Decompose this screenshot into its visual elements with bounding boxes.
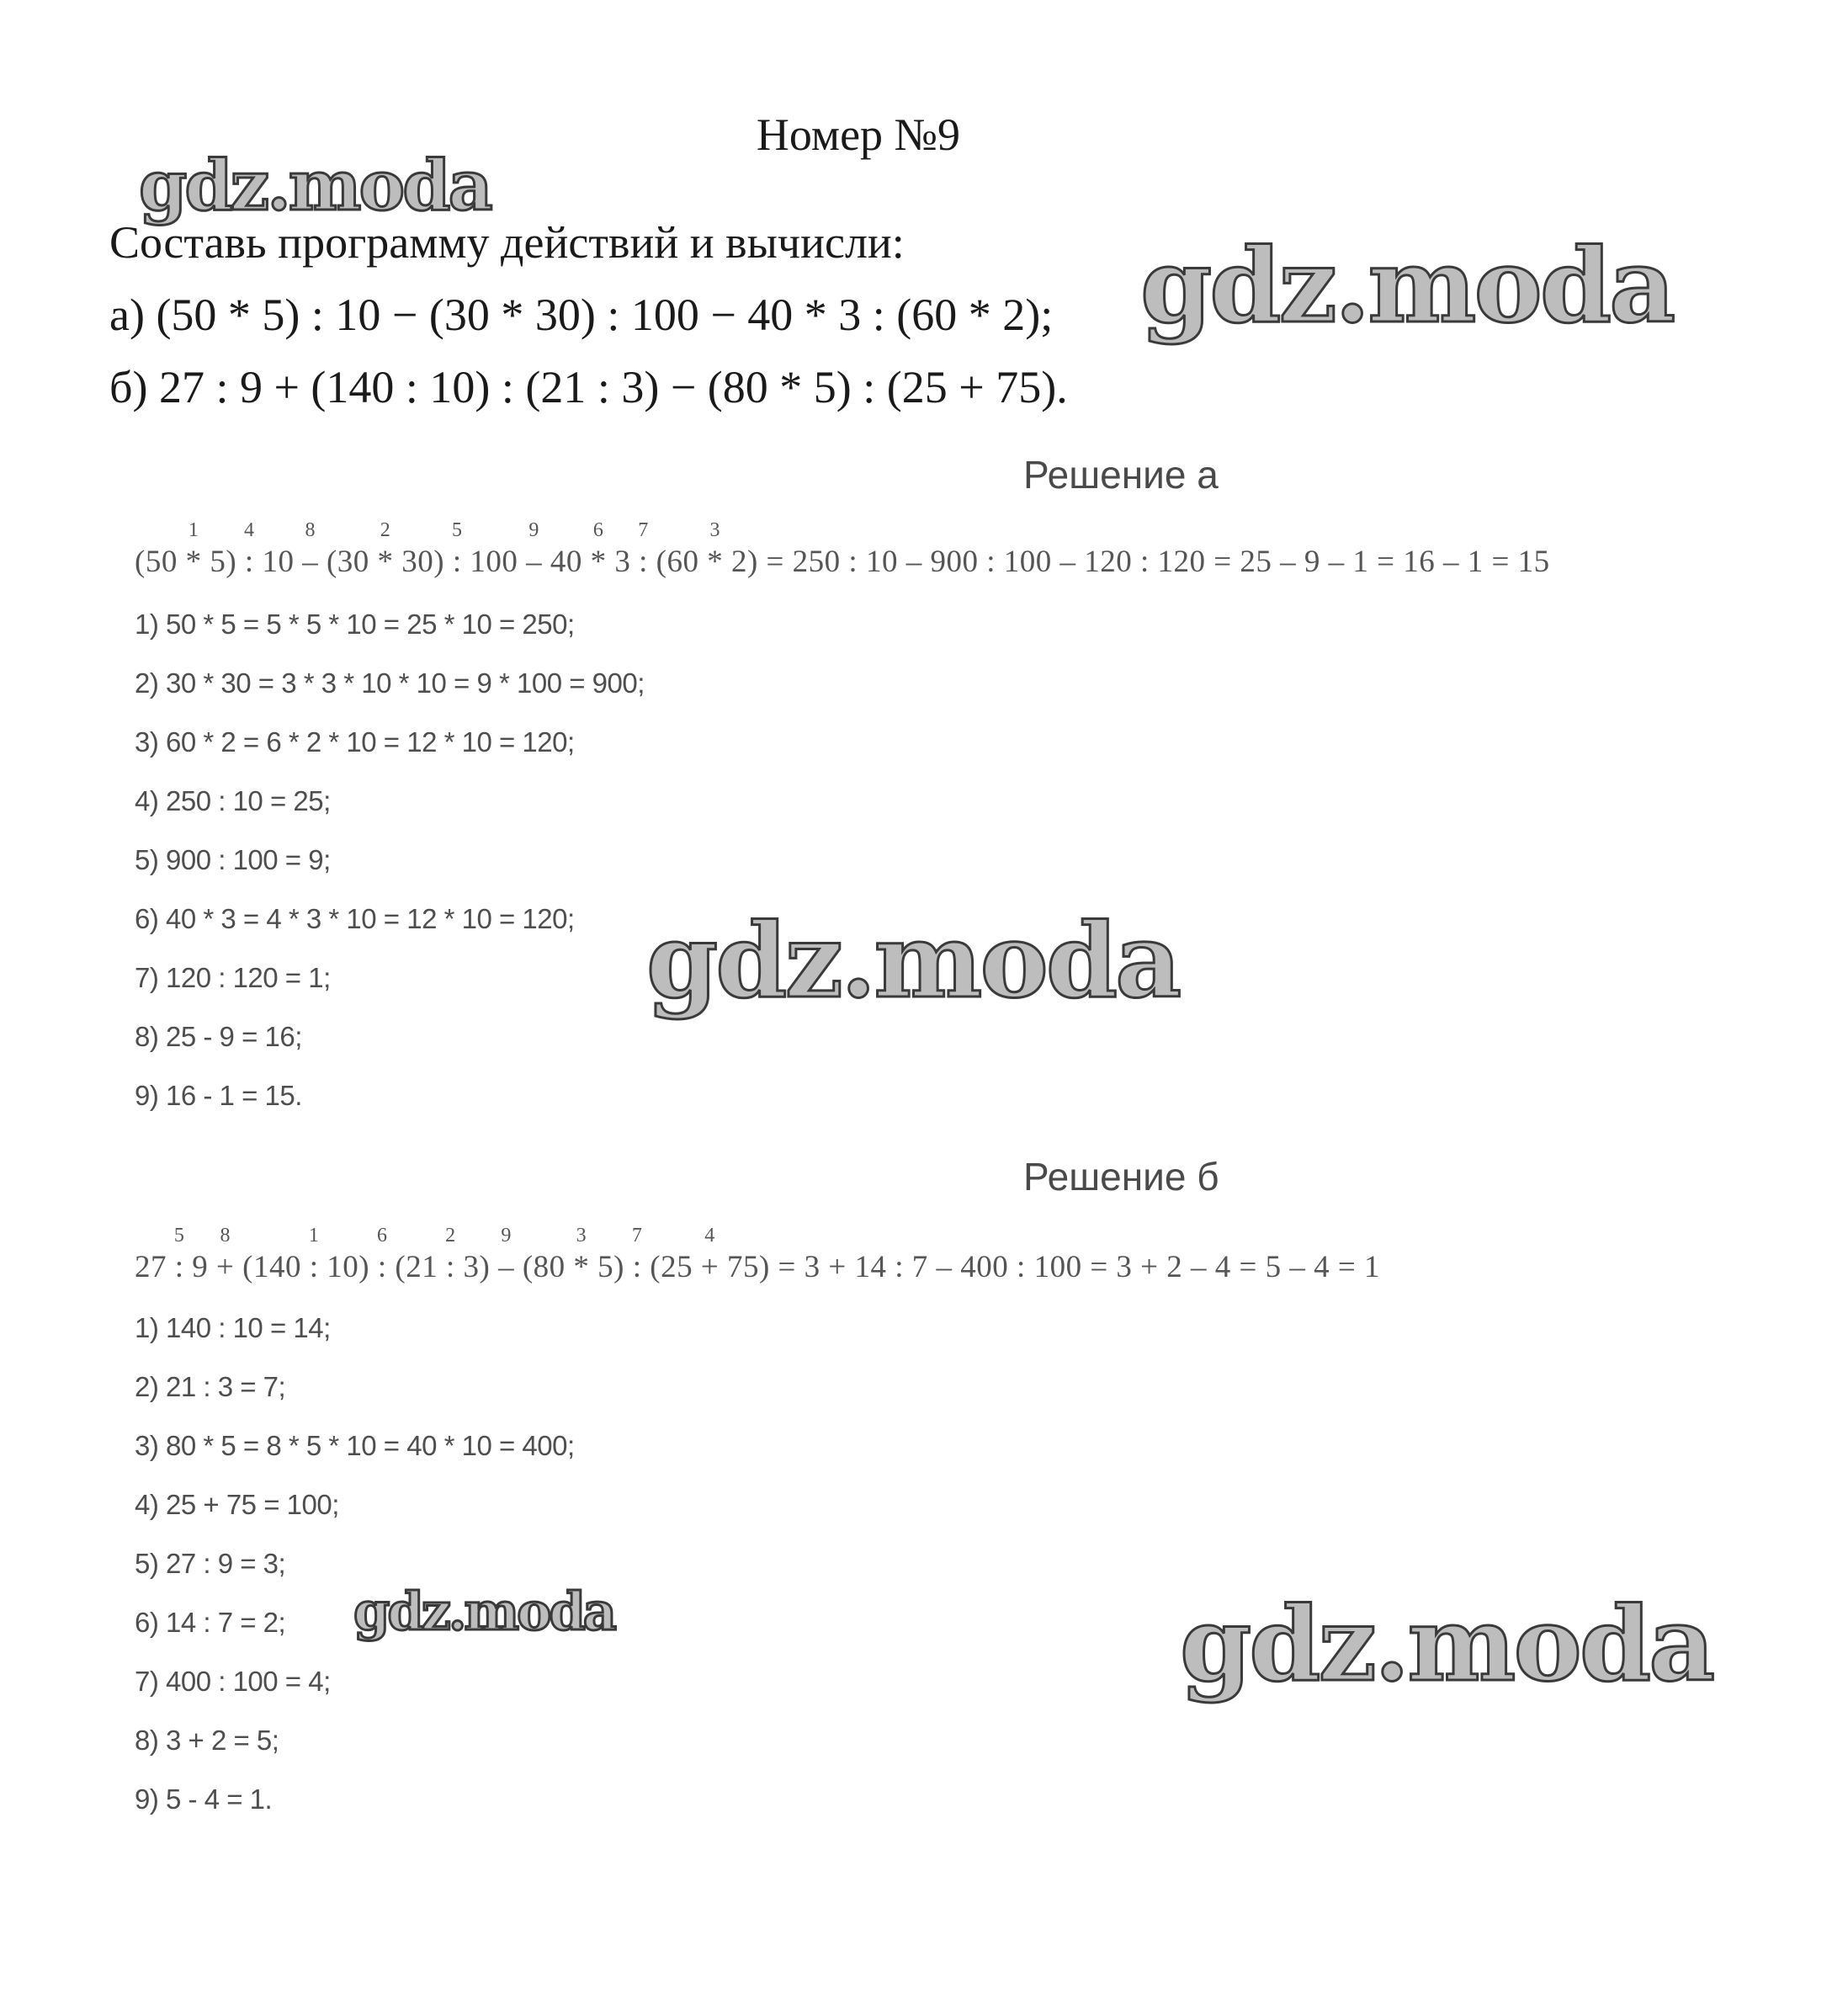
solution-b-step: 6) 14 : 7 = 2; bbox=[135, 1607, 286, 1638]
expression-token: 10 bbox=[253, 545, 303, 579]
operation-order-number: 8 bbox=[305, 519, 316, 541]
solution-a-step: 4) 250 : 10 = 25; bbox=[135, 785, 331, 816]
solution-b-step: 3) 80 * 5 = 8 * 5 * 10 = 40 * 10 = 400; bbox=[135, 1430, 575, 1461]
operator-token: : 5 bbox=[173, 1225, 185, 1284]
operation-order-number: 8 bbox=[220, 1225, 231, 1247]
solution-a-heading: Решение а bbox=[1023, 453, 1219, 497]
expression-token: (25 bbox=[641, 1250, 701, 1284]
page-title: Номер №9 bbox=[756, 109, 961, 160]
operation-order-number: 7 bbox=[631, 1225, 643, 1247]
expression-token: 5) bbox=[201, 545, 245, 579]
operator-token: * 2 bbox=[377, 519, 394, 579]
watermark: gdz.moda bbox=[1180, 1583, 1713, 1704]
operator-token: : 1 bbox=[308, 1225, 320, 1284]
expression-token: (140 bbox=[234, 1250, 310, 1284]
solution-a-step: 8) 25 - 9 = 16; bbox=[135, 1021, 302, 1052]
operator-token: * 3 bbox=[573, 1225, 590, 1284]
expression-token: (21 bbox=[386, 1250, 446, 1284]
task-part-a: а) (50 * 5) : 10 − (30 * 30) : 100 − 40 * 3 : (60 * 2); bbox=[109, 290, 1054, 340]
expression-token: 9 bbox=[183, 1250, 217, 1284]
operation-order-number: 6 bbox=[592, 519, 604, 541]
expression-token: 3 bbox=[606, 545, 640, 579]
operator-token: + 4 bbox=[700, 1225, 720, 1284]
solution-b-step: 9) 5 - 4 = 1. bbox=[135, 1783, 273, 1815]
solution-a-expression bbox=[135, 519, 1550, 581]
operation-order-number: 1 bbox=[188, 519, 199, 541]
operator-token: : 7 bbox=[638, 519, 649, 579]
expression-token: (60 bbox=[647, 545, 708, 579]
operator-token: : 2 bbox=[445, 1225, 456, 1284]
operation-order-number: 3 bbox=[709, 519, 720, 541]
operation-order-number: 4 bbox=[244, 519, 255, 541]
expression-token: (80 bbox=[514, 1250, 574, 1284]
task-part-b: б) 27 : 9 + (140 : 10) : (21 : 3) − (80 * 5) : (25 + 75). bbox=[109, 362, 1068, 412]
operation-order-number: 9 bbox=[501, 1225, 512, 1247]
expression-token: 2) = 250 : 10 – 900 : 100 – 120 : 120 = 25 – 9 – 1 = 16 – 1 = 15 bbox=[723, 545, 1550, 579]
operator-token: : 6 bbox=[376, 1225, 388, 1284]
expression-token: 3) bbox=[454, 1250, 499, 1284]
watermark: gdz.moda bbox=[1140, 225, 1674, 346]
solution-b-step: 5) 27 : 9 = 3; bbox=[135, 1548, 286, 1579]
operation-order-number: 4 bbox=[704, 1225, 715, 1247]
operator-token: : 4 bbox=[244, 519, 255, 579]
expression-token: 75) = 3 + 14 : 7 – 400 : 100 = 3 + 2 – 4 = 5 – 4 = 1 bbox=[719, 1250, 1381, 1284]
solution-b-expression bbox=[135, 1225, 1381, 1286]
expression-token: 27 bbox=[135, 1250, 175, 1284]
operator-token: * 1 bbox=[185, 519, 202, 579]
solution-a-step: 5) 900 : 100 = 9; bbox=[135, 844, 331, 875]
operation-order-number: 3 bbox=[576, 1225, 587, 1247]
operator-token: * 3 bbox=[707, 519, 724, 579]
solution-b-step: 7) 400 : 100 = 4; bbox=[135, 1666, 331, 1697]
solution-a-step: 3) 60 * 2 = 6 * 2 * 10 = 12 * 10 = 120; bbox=[135, 726, 575, 757]
task-prompt: Составь программу действий и вычисли: bbox=[109, 217, 905, 268]
solution-b-step: 2) 21 : 3 = 7; bbox=[135, 1371, 286, 1402]
operator-token: + 8 bbox=[216, 1225, 235, 1284]
expression-token: 30) bbox=[393, 545, 453, 579]
operator-token: : 5 bbox=[451, 519, 463, 579]
solution-b-step: 4) 25 + 75 = 100; bbox=[135, 1489, 339, 1520]
solution-a-step: 9) 16 - 1 = 15. bbox=[135, 1080, 302, 1111]
operator-token: – 9 bbox=[498, 1225, 515, 1284]
expression-token: 10) bbox=[318, 1250, 378, 1284]
watermark: gdz.moda bbox=[139, 146, 491, 226]
expression-token: 100 bbox=[461, 545, 527, 579]
expression-token: 5) bbox=[589, 1250, 633, 1284]
watermark: gdz.moda bbox=[646, 900, 1180, 1021]
operation-order-number: 9 bbox=[528, 519, 539, 541]
expression-token: (30 bbox=[318, 545, 378, 579]
solution-b-step: 1) 140 : 10 = 14; bbox=[135, 1312, 331, 1343]
watermark: gdz.moda bbox=[353, 1581, 614, 1642]
operator-token: * 6 bbox=[590, 519, 607, 579]
operator-token: – 9 bbox=[526, 519, 543, 579]
operator-token: – 8 bbox=[302, 519, 319, 579]
solution-a-step: 2) 30 * 30 = 3 * 3 * 10 * 10 = 9 * 100 = 900; bbox=[135, 667, 645, 699]
operation-order-number: 7 bbox=[638, 519, 649, 541]
solution-b-heading: Решение б bbox=[1023, 1155, 1219, 1199]
operation-order-number: 6 bbox=[376, 1225, 388, 1247]
operation-order-number: 5 bbox=[173, 1225, 185, 1247]
operation-order-number: 5 bbox=[451, 519, 463, 541]
operation-order-number: 2 bbox=[445, 1225, 456, 1247]
solution-b-step: 8) 3 + 2 = 5; bbox=[135, 1725, 279, 1756]
solution-a-step: 6) 40 * 3 = 4 * 3 * 10 = 12 * 10 = 120; bbox=[135, 903, 575, 934]
expression-token: (50 bbox=[135, 545, 186, 579]
solution-a-step: 7) 120 : 120 = 1; bbox=[135, 962, 331, 993]
operation-order-number: 2 bbox=[380, 519, 391, 541]
expression-token: 40 bbox=[542, 545, 591, 579]
solution-a-step: 1) 50 * 5 = 5 * 5 * 10 = 25 * 10 = 250; bbox=[135, 609, 575, 640]
operator-token: : 7 bbox=[631, 1225, 643, 1284]
operation-order-number: 1 bbox=[308, 1225, 320, 1247]
